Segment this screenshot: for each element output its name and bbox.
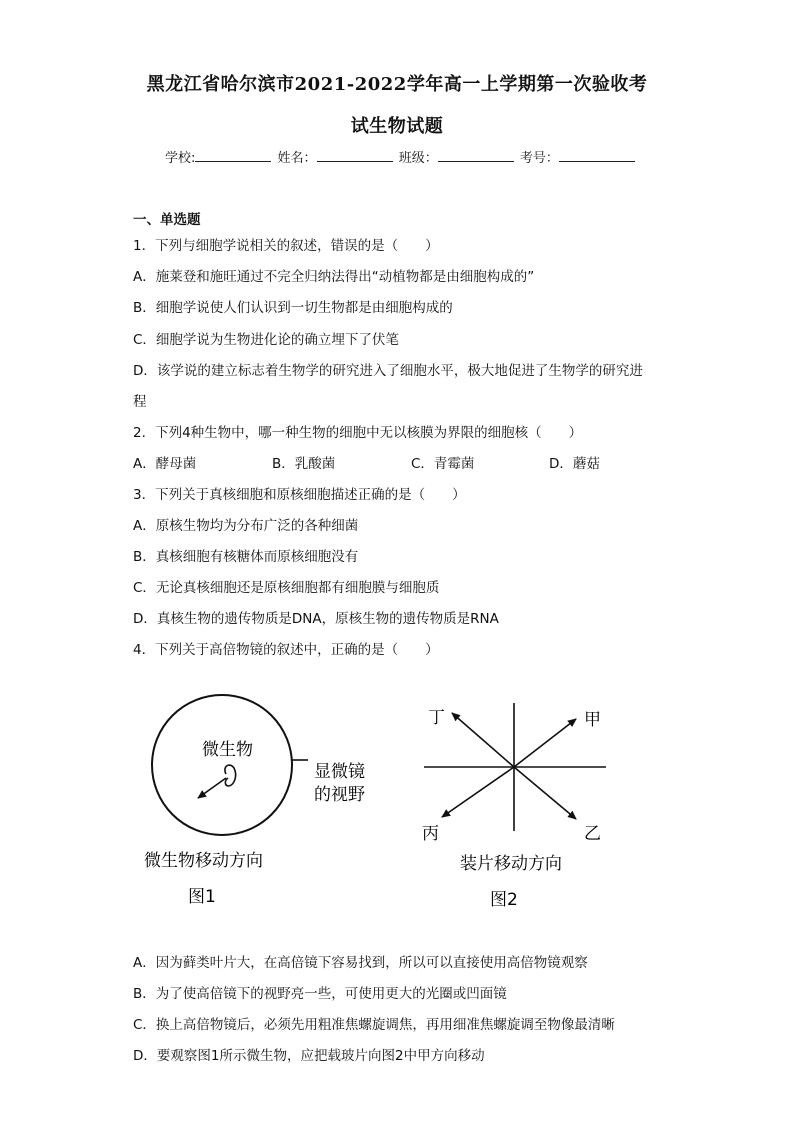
q3-option-b: B．真核细胞有核糖体而原核细胞没有 bbox=[133, 549, 359, 565]
label-yi: 乙 bbox=[584, 824, 601, 844]
q3-option-d: D．真核生物的遗传物质是DNA，原核生物的遗传物质是RNA bbox=[133, 611, 499, 627]
q4-option-a: A．因为藓类叶片大，在高倍镜下容易找到，所以可以直接使用高倍物镜观察 bbox=[133, 955, 588, 971]
q1-stem: 1．下列与细胞学说相关的叙述，错误的是（ ） bbox=[133, 238, 439, 254]
fig2-number: 图2 bbox=[490, 890, 518, 910]
q3-stem: 3．下列关于真核细胞和原核细胞描述正确的是（ ） bbox=[133, 487, 466, 503]
fig1-caption: 微生物移动方向 bbox=[144, 851, 263, 871]
arrow-jia bbox=[514, 719, 576, 767]
arrow-bing bbox=[442, 767, 514, 817]
section-heading: 一、单选题 bbox=[133, 212, 201, 228]
q2-option-b: B．乳酸菌 bbox=[272, 456, 336, 472]
label-jia: 甲 bbox=[584, 710, 601, 730]
class-label: 班级： bbox=[398, 151, 438, 166]
microbe-shape bbox=[225, 765, 236, 786]
q3-option-a: A．原核生物均为分布广泛的各种细菌 bbox=[133, 518, 359, 534]
exam-title-line2: 试生物试题 bbox=[350, 116, 444, 137]
fig1-field-label-2: 的视野 bbox=[314, 785, 365, 805]
number-label: 考号： bbox=[519, 151, 559, 166]
name-blank[interactable] bbox=[317, 149, 393, 162]
q4-option-c: C．换上高倍物镜后，必须先用粗准焦螺旋调焦，再用细准焦螺旋调至物像最清晰 bbox=[133, 1017, 615, 1033]
arrow-ding bbox=[452, 713, 514, 767]
number-blank[interactable] bbox=[559, 149, 635, 162]
q2-option-d: D．蘑菇 bbox=[549, 456, 600, 472]
school-label: 学校: bbox=[165, 151, 196, 166]
school-blank[interactable] bbox=[195, 149, 271, 162]
label-bing: 丙 bbox=[422, 824, 439, 844]
arrow-yi bbox=[514, 767, 576, 819]
q1-option-c: C．细胞学说为生物进化论的确立埋下了伏笔 bbox=[133, 332, 399, 348]
figure-2 bbox=[410, 695, 630, 915]
class-blank[interactable] bbox=[438, 149, 514, 162]
microbe-direction-arrow bbox=[198, 778, 226, 798]
q4-stem: 4．下列关于高倍物镜的叙述中，正确的是（ ） bbox=[133, 642, 439, 658]
fig2-caption: 装片移动方向 bbox=[460, 854, 562, 874]
name-label: 姓名： bbox=[277, 151, 317, 166]
q1-option-d: D．该学说的建立标志着生物学的研究进入了细胞水平，极大地促进了生物学的研究进 bbox=[133, 363, 643, 379]
q4-option-b: B．为了使高倍镜下的视野亮一些，可使用更大的光圈或凹面镜 bbox=[133, 986, 507, 1002]
q2-options bbox=[133, 452, 600, 472]
fig1-field-label-1: 显微镜 bbox=[314, 762, 365, 782]
q1-option-a: A．施莱登和施旺通过不完全归纳法得出“动植物都是由细胞构成的” bbox=[133, 269, 535, 285]
q1-option-b: B．细胞学说使人们认识到一切生物都是由细胞构成的 bbox=[133, 300, 453, 316]
q3-option-c: C．无论真核细胞还是原核细胞都有细胞膜与细胞质 bbox=[133, 580, 440, 596]
q1-option-d-cont: 程 bbox=[133, 394, 147, 410]
q2-option-a: A．酵母菌 bbox=[133, 456, 197, 472]
fig1-number: 图1 bbox=[188, 887, 216, 907]
q4-option-d: D．要观察图1所示微生物，应把载玻片向图2中甲方向移动 bbox=[133, 1048, 485, 1064]
figure-1 bbox=[130, 690, 400, 920]
fig1-microbe-label: 微生物 bbox=[202, 740, 253, 760]
microscope-field-circle bbox=[152, 695, 292, 835]
exam-title-line1: 黑龙江省哈尔滨市2021-2022学年高一上学期第一次验收考 bbox=[146, 74, 648, 95]
label-ding: 丁 bbox=[428, 708, 445, 728]
q2-stem: 2．下列4种生物中，哪一种生物的细胞中无以核膜为界限的细胞核（ ） bbox=[133, 425, 583, 441]
student-info-row bbox=[165, 147, 637, 166]
q2-option-c: C．青霉菌 bbox=[411, 456, 475, 472]
